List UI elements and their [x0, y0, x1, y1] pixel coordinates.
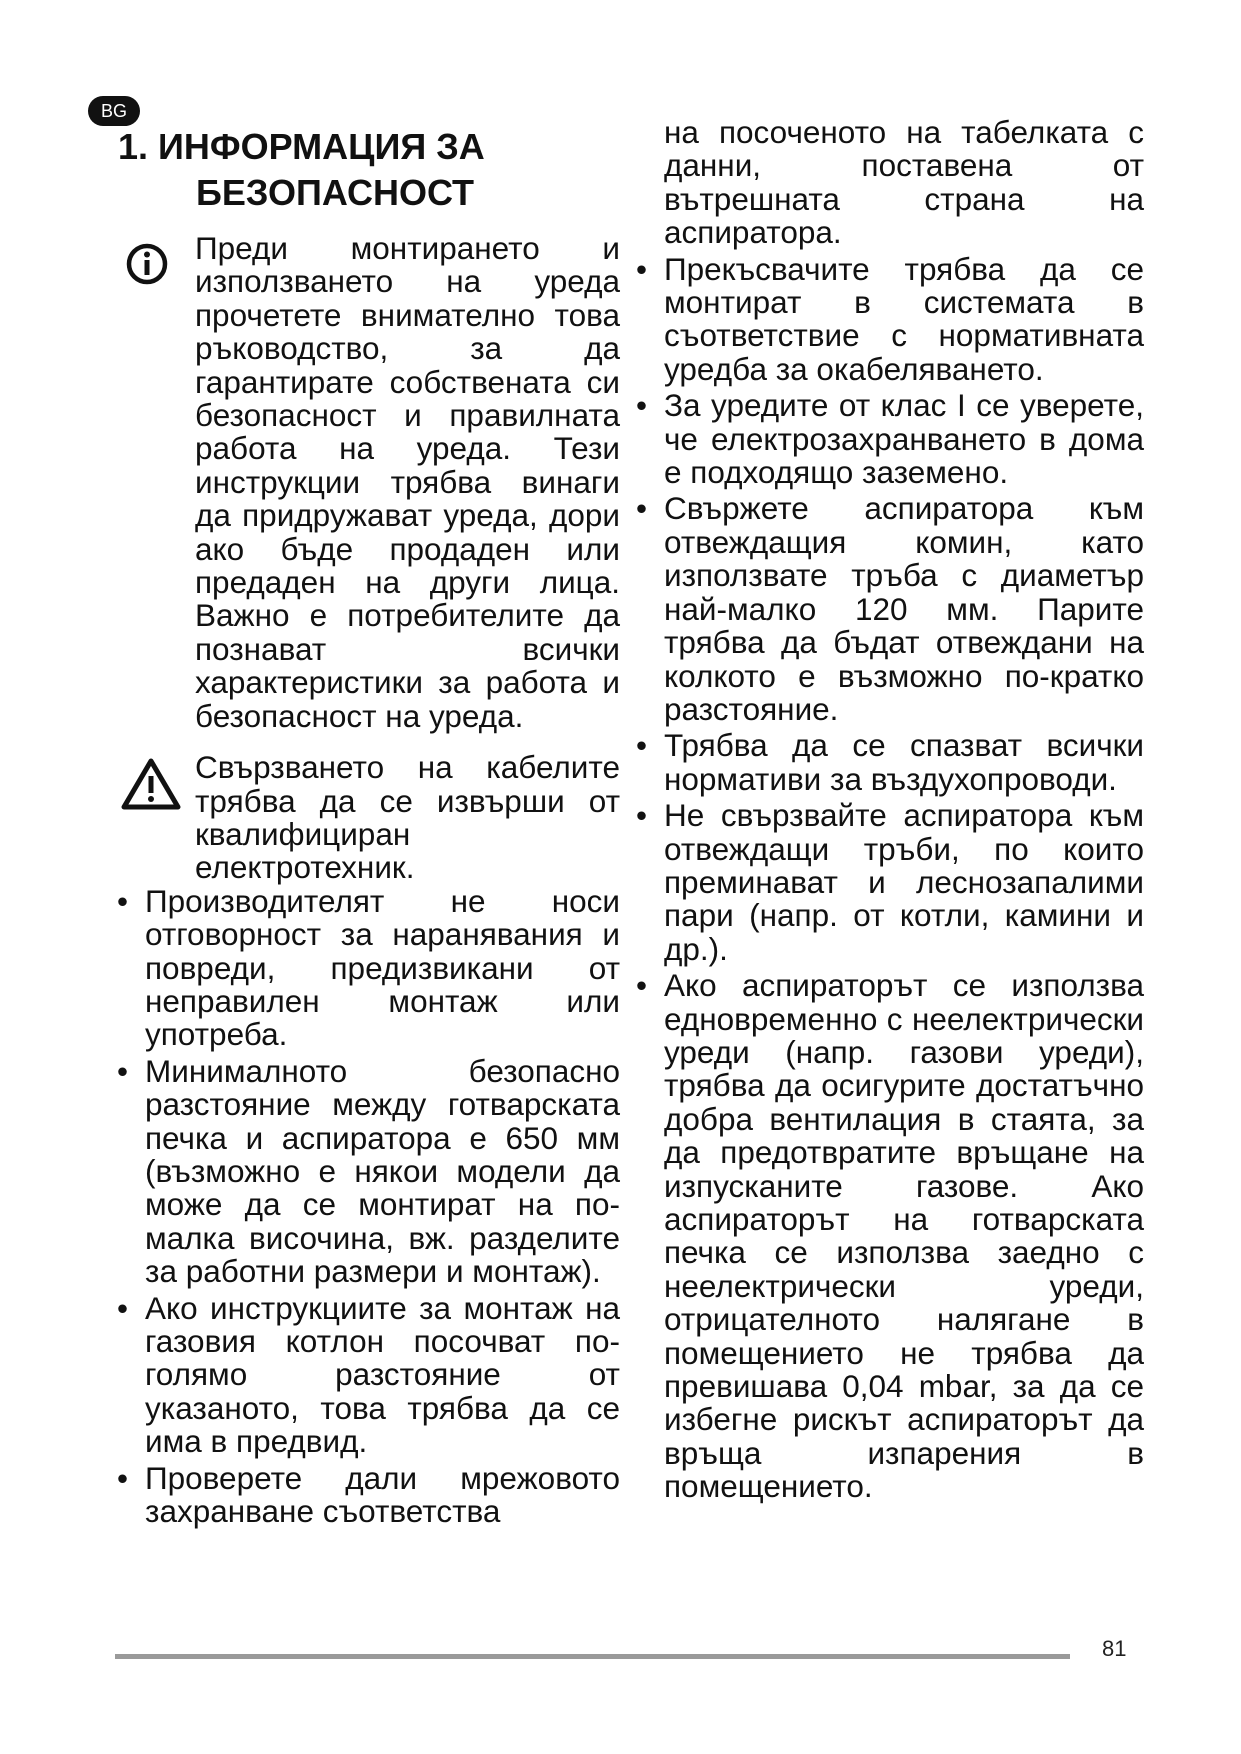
left-bullet-list [115, 882, 620, 1530]
warning-notice [115, 751, 620, 885]
language-badge: BG [88, 96, 140, 126]
list-item: • Трябва да се спазват всички нормативи за въздухопроводи. [634, 729, 1144, 796]
warning-icon [120, 757, 182, 817]
list-item: • Проверете дали мрежовото захранване съответства [115, 1462, 620, 1529]
footer-divider [115, 1654, 1070, 1659]
info-icon [125, 242, 169, 292]
list-item: • Не свързвайте аспиратора към отвеждащи тръби, по които преминават и леснозапалими пари (напр. от котли, камини и др.). [634, 799, 1144, 966]
section-title-line1: 1. ИНФОРМАЦИЯ ЗА [118, 126, 485, 167]
list-item: • Минималното безопасно разстояние между готварската печка и аспиратора е 650 мм (възможно е някои модели да може да се монтират на по-малка височина, вж. разделите за работни размери и монтаж). [115, 1055, 620, 1289]
list-item: • Свържете аспиратора към отвеждащия комин, като използвате тръба с диаметър най-малко 120 мм. Парите трябва да бъдат отвеждани на колкото е възможно по-кратко разстояние. [634, 492, 1144, 726]
left-column [115, 232, 620, 1531]
continued-text: на посоченото на табелката с данни, поставена от вътрешната страна на аспиратора. [664, 114, 1144, 251]
right-column [634, 116, 1144, 1507]
right-bullet-list [634, 250, 1144, 1505]
list-item: • Ако аспираторът се използва едновременно с неелектрически уреди (напр. газови уреди), трябва да осигурите достатъчно добра вентилация в стаята, за да предотвратите връщане на изпусканите газове. Ако аспираторът на готварската печка се използва заедно с неелектрически уреди, отрицателното налягане в помещението не трябва да превишава 0,04 mbar, за да се избегне рискът аспираторът да връща изпарения в помещението. [634, 969, 1144, 1504]
list-item: • Прекъсвачите трябва да се монтират в системата в съответствие с нормативната уредба за окабеляването. [634, 253, 1144, 387]
list-item: • Ако инструкциите за монтаж на газовия котлон посочват по-голямо разстояние от указаното, това трябва да се има в предвид. [115, 1292, 620, 1459]
section-title-line2: БЕЗОПАСНОСТ [196, 172, 475, 213]
page-number: 81 [1102, 1636, 1127, 1661]
info-notice [115, 232, 620, 733]
section-title [118, 124, 638, 216]
info-notice-text: Преди монтирането и използването на уреда прочетете внимателно това ръководство, за да гарантирате собствената си безопасност и правилната работа на уреда. Тези инструкции трябва винаги да придружават уреда, дори ако бъде продаден или предаден на други лица. Важно е потребителите да познават всички характеристики за работа и безопасност на уреда. [195, 230, 620, 734]
list-item: • Производителят не носи отговорност за наранявания и повреди, предизвикани от неправилен монтаж или употреба. [115, 885, 620, 1052]
list-item: • За уредите от клас I се уверете, че електрозахранването в дома е подходящо заземено. [634, 389, 1144, 489]
warning-notice-text: Свързването на кабелите трябва да се извърши от квалифициран електротехник. [195, 749, 620, 886]
